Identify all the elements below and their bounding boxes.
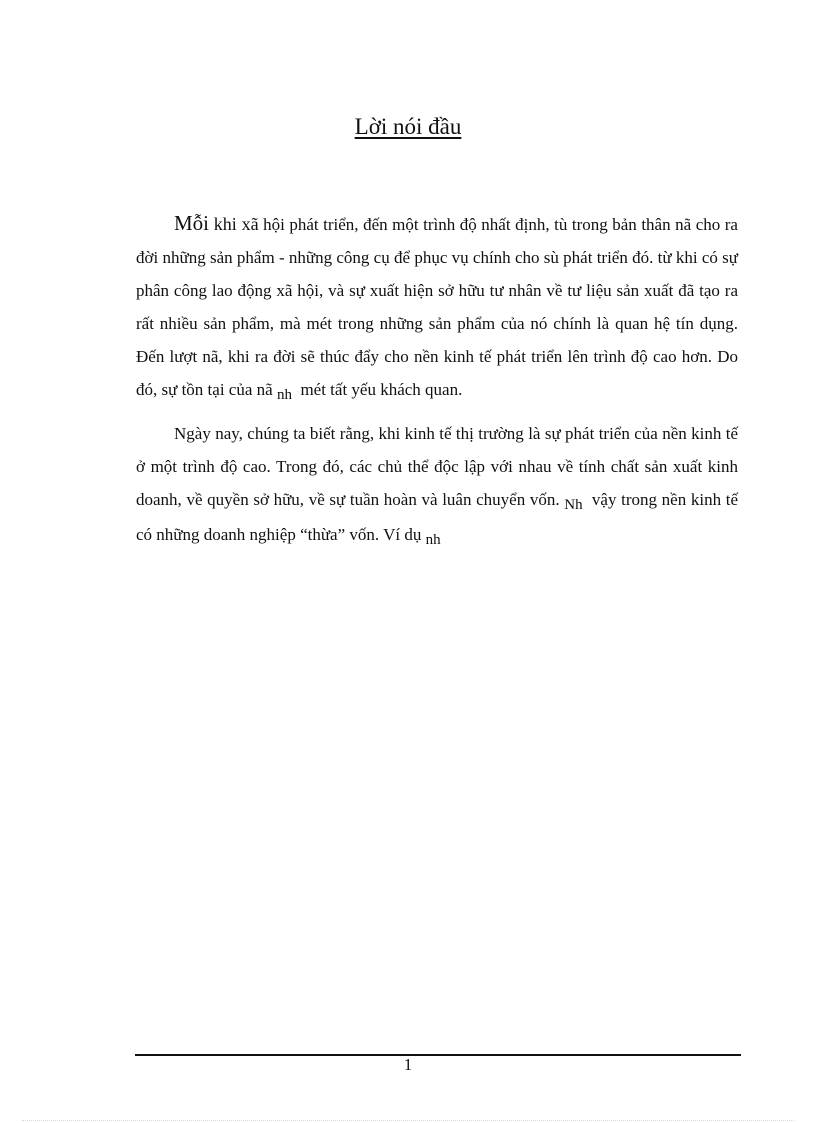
fragment-nh-end: nh: [425, 532, 441, 548]
page-title: Lời nói đầu: [354, 114, 462, 139]
paragraph-2-part-2: vậy trong nền kinh tế có những doanh nghiệp “thừa” vốn. Ví dụ: [136, 490, 743, 544]
paragraph-2: [136, 417, 743, 553]
page-number: 1: [403, 1055, 413, 1074]
fragment-nh: nh: [276, 387, 292, 403]
lead-word: Mỗi: [174, 211, 210, 235]
fragment-Nh: Nh: [564, 497, 583, 513]
paragraph-1-part-3: mét tất yếu khách quan.: [291, 380, 463, 399]
paragraph-1-part-1: khi: [209, 214, 242, 234]
word-xa: xã: [241, 214, 259, 234]
body-text: [136, 207, 743, 553]
paragraph-1-part-2: hội phát triển, đến một trình độ nhất định, tù trong bản thân nã cho ra đời những sản phẩm - những công cụ để phục vụ chính cho sù phát triển đó. từ khi có sự phân công lao động xã hội, và sự xuất hiện sở hữu tư nhân về tư liệu sản xuất đã tạo ra rất nhiều sản phẩm, mà mét trong những sản phẩm của nó chính là quan hệ tín dụng. Đến lượt nã, khi ra đời sẽ thúc đẩy cho nền kinh tế phát triển lên trình độ cao hơn. Do đó, sự tồn tại của nã: [136, 215, 738, 399]
paragraph-2-part-1: Ngày nay, chúng ta biết rằng, khi kinh tế thị trường là sự phát triển của nền kinh tế ở một trình độ cao. Trong đó, các chủ thể độc lập với nhau về tính chất sản xuất kinh doanh, về quyền sở hữu, về sự tuần hoàn và luân chuyển vốn.: [136, 424, 738, 509]
paragraph-1: [136, 207, 738, 408]
page-bottom-dotted-border: [22, 1120, 794, 1121]
